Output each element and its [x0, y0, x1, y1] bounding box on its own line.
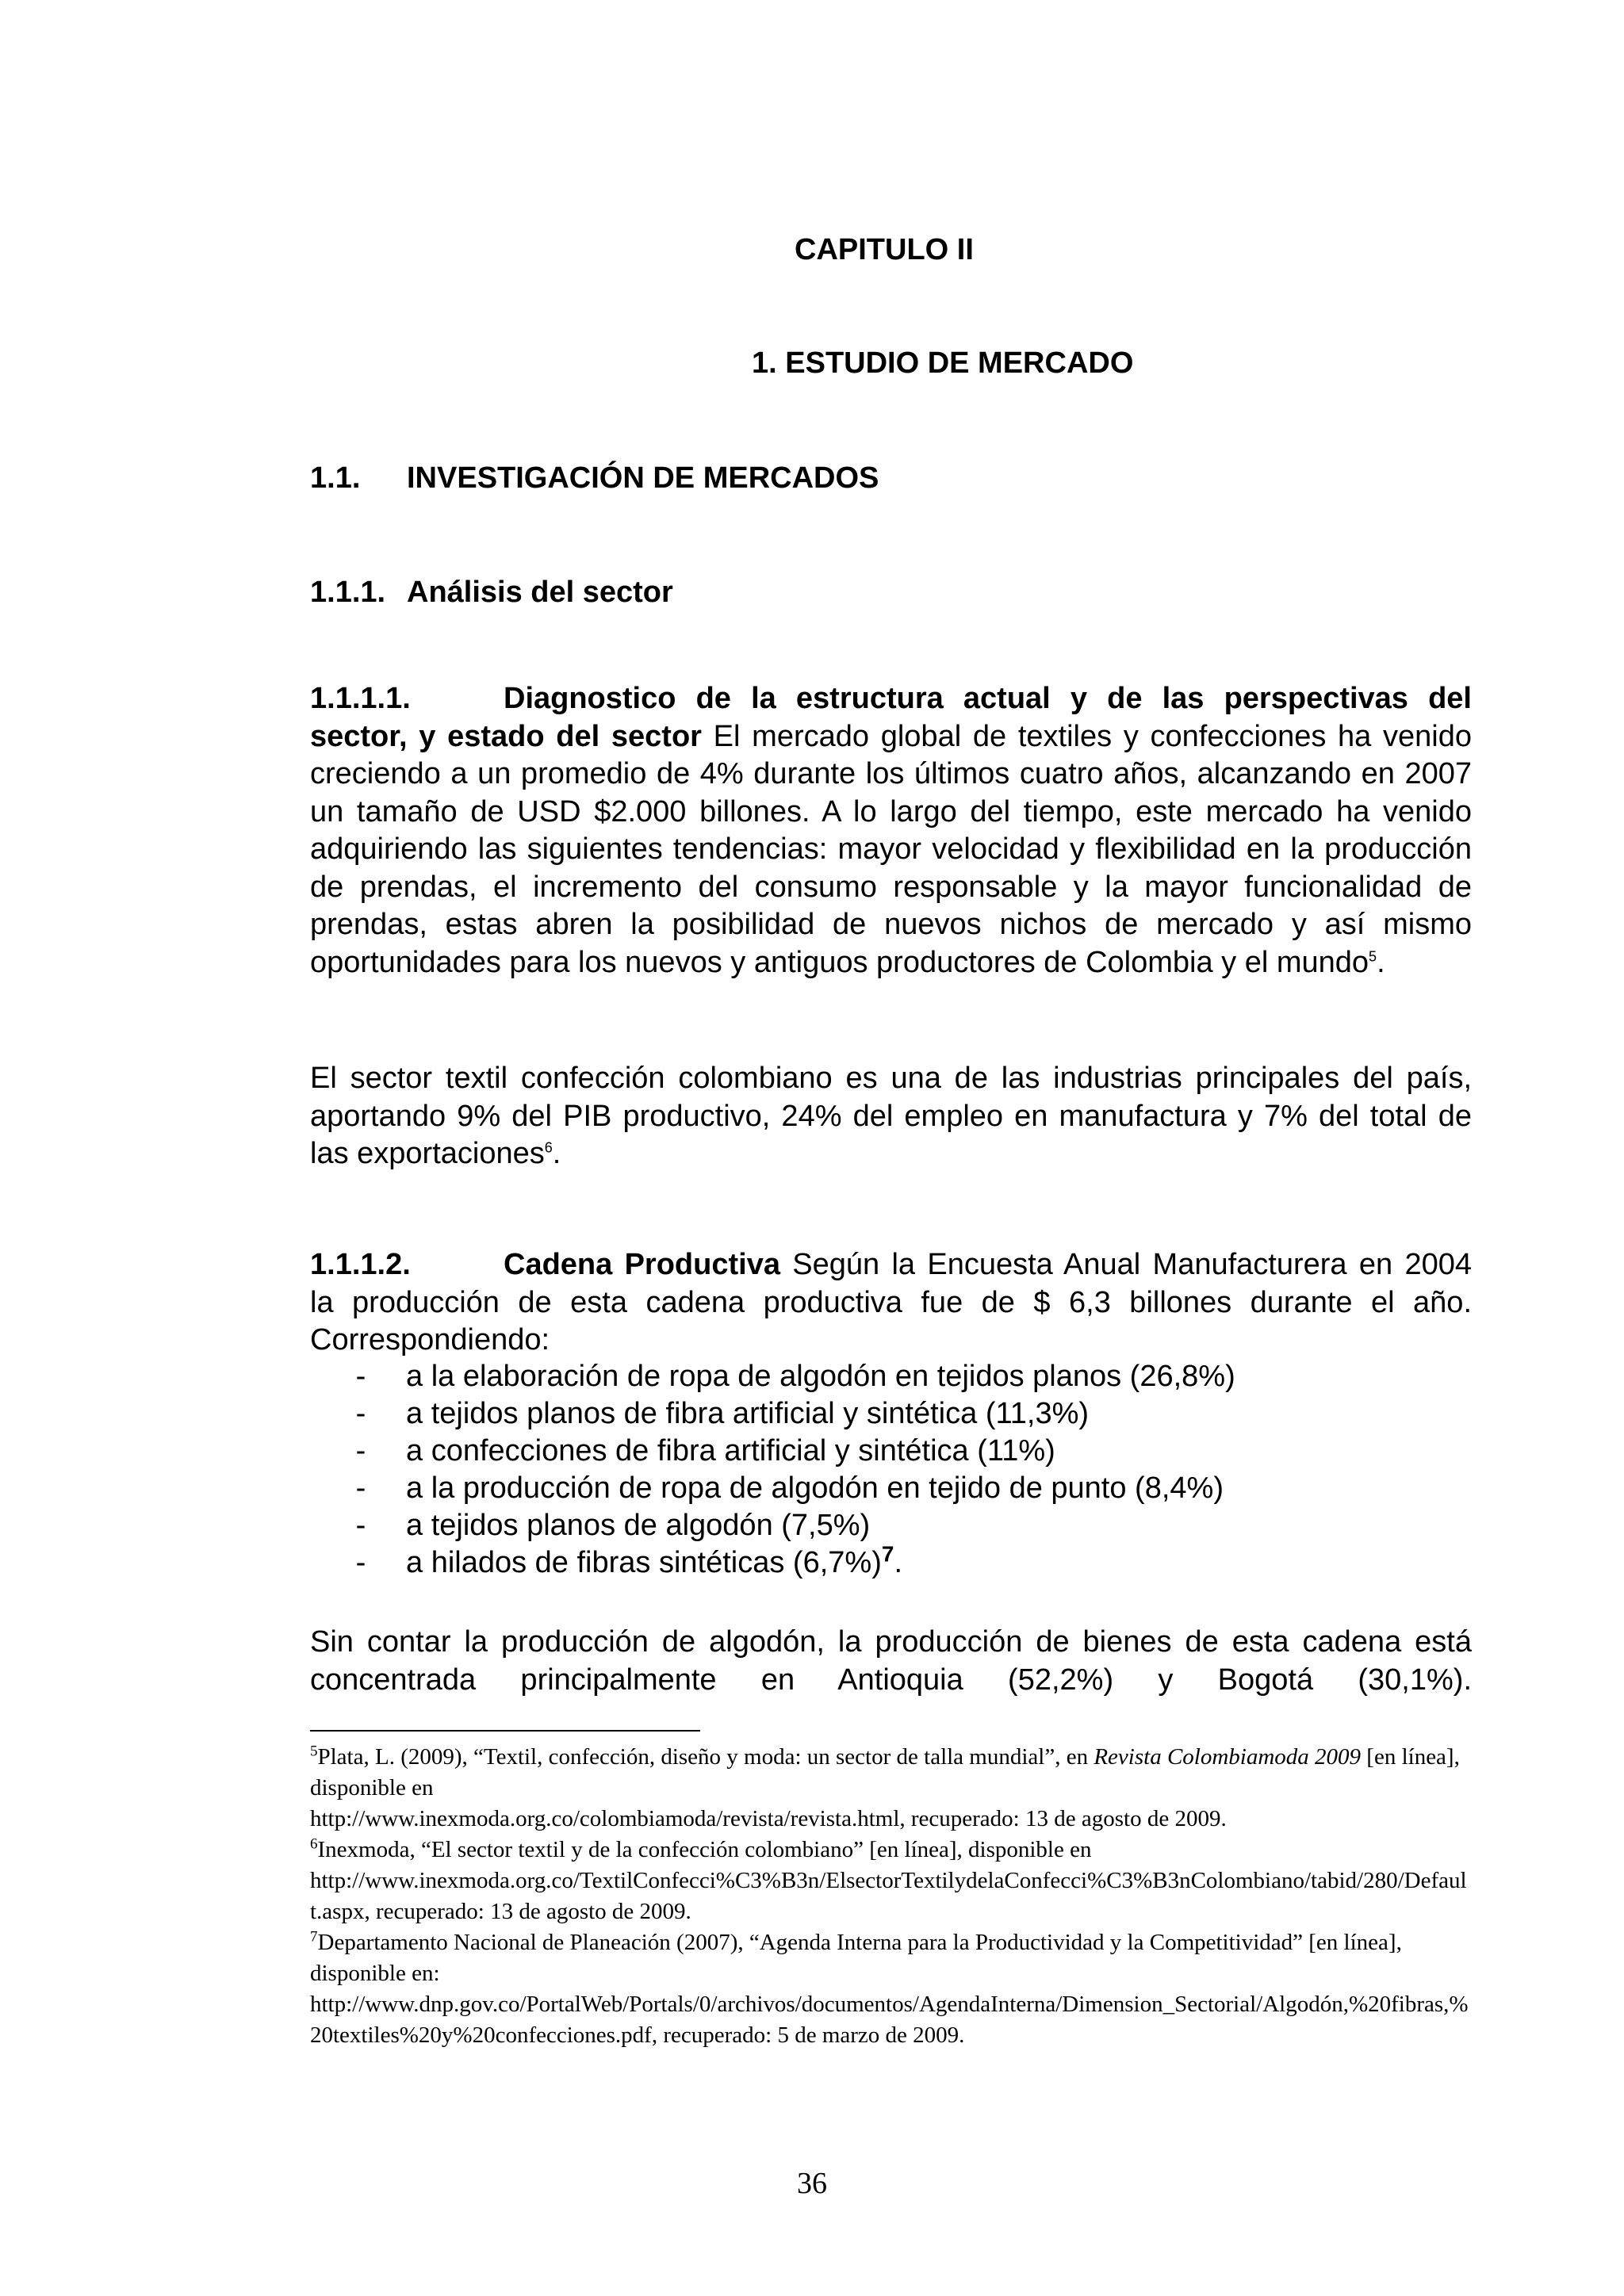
list-item [349, 1433, 1472, 1470]
footnote-ref-7: 7 [881, 1541, 894, 1567]
subsubsection-number: 1.1.1. [310, 576, 386, 609]
list-dash: - [355, 1509, 366, 1542]
list-item-text: a confecciones de fibra artificial y sintética (11%) [406, 1434, 1055, 1468]
footnote-7-url: http://www.dnp.gov.co/PortalWeb/Portals/0/archivos/documentos/AgendaInterna/Dimension_Sectorial/Algodón,%20fibras,%20textiles%20y%20confecciones.pdf, recuperado: 5 de marzo de 2009. [310, 1992, 1469, 2048]
paragraph-sector-textil [310, 1060, 1472, 1173]
subsection-heading [310, 460, 879, 496]
subsubsection-heading [310, 574, 673, 610]
paragraph-number: 1.1.1.2. [310, 1248, 411, 1281]
footnote-separator [310, 1730, 700, 1732]
footnote-mark: 5 [310, 1743, 318, 1760]
list-item-text: a tejidos planos de algodón (7,5%) [406, 1509, 871, 1542]
list-item-text: a la elaboración de ropa de algodón en tejidos planos (26,8%) [406, 1360, 1235, 1393]
list-item [349, 1395, 1472, 1433]
list-item-text: a hilados de fibras sintéticas (6,7%) [406, 1546, 882, 1579]
footnote-5-url: http://www.inexmoda.org.co/colombiamoda/revista/revista.html, recuperado: 13 de agosto de 2009. [310, 1806, 1227, 1831]
paragraph-number: 1.1.1.1. [310, 682, 411, 715]
production-list [349, 1358, 1472, 1582]
paragraph-heading: Diagnostico de la estructura actual y de las perspectivas del sector, y estado del sector [310, 682, 1472, 753]
footnote-ref-6: 6 [544, 1139, 553, 1156]
list-item-text: a la producción de ropa de algodón en tejido de punto (8,4%) [406, 1471, 1224, 1505]
list-item [349, 1507, 1472, 1544]
footnote-6-url: http://www.inexmoda.org.co/TextilConfecci%C3%B3n/ElsectorTextilydelaConfecci%C3%B3nColombiano/tabid/280/Default.aspx, recuperado: 13 de agosto de 2009. [310, 1868, 1467, 1924]
list-item-text: a tejidos planos de fibra artificial y sintética (11,3%) [406, 1397, 1090, 1430]
footnote-7 [310, 1927, 1472, 1989]
list-item [349, 1470, 1472, 1507]
subsection-title: INVESTIGACIÓN DE MERCADOS [407, 461, 879, 495]
footnote-mark: 6 [310, 1835, 318, 1853]
list-end: . [894, 1546, 902, 1579]
list-dash: - [355, 1434, 366, 1468]
list-item [349, 1358, 1472, 1395]
footnote-source-title: Revista Colombiamoda 2009 [1094, 1744, 1362, 1770]
list-dash: - [355, 1471, 366, 1505]
page-number: 36 [797, 2167, 827, 2200]
paragraph-end: . [552, 1137, 561, 1170]
footnote-5 [310, 1742, 1472, 1804]
list-item [349, 1541, 1472, 1582]
paragraph-end: . [1377, 945, 1385, 979]
paragraph-heading: Cadena Productiva [504, 1248, 780, 1281]
footnote-ref-5: 5 [1369, 947, 1377, 964]
chapter-title: CAPITULO II [795, 233, 974, 266]
footnote-6 [310, 1835, 1472, 1866]
footnote-mark: 7 [310, 1928, 318, 1946]
paragraph-text: El mercado global de textiles y confecciones ha venido creciendo a un promedio de 4% durante los últimos cuatro años, alcanzando en 2007 un tamaño de USD $2.000 billones. A lo largo del tiempo, este mercado ha venido adquiriendo las siguientes tendencias: mayor velocidad y flexibilidad en la producción de prendas, el incremento del consumo responsable y la mayor funcionalidad de prendas, estas abren la posibilidad de nuevos nichos de mercado y así mismo oportunidades para los nuevos y antiguos productores de Colombia y el mundo [310, 719, 1473, 979]
footnote-text: [en línea], disponible en [310, 1744, 1460, 1800]
list-dash: - [355, 1397, 366, 1430]
list-dash: - [355, 1360, 366, 1393]
paragraph-sin-contar: Sin contar la producción de algodón, la producción de bienes de esta cadena está concentrada principalmente en Antioquia (52,2%) y Bogotá (30,1%). [310, 1625, 1472, 1697]
footnotes [310, 1742, 1472, 2051]
paragraph-text: El sector textil confección colombiano es una de las industrias principales del país, aportando 9% del PIB productivo, 24% del empleo en manufactura y 7% del total de las exportaciones [310, 1062, 1472, 1170]
section-title: 1. ESTUDIO DE MERCADO [752, 346, 1134, 380]
paragraph-diagnostico [310, 680, 1472, 982]
paragraph-cadena-productiva [310, 1246, 1472, 1360]
paragraph-text: Según la Encuesta Anual Manufacturera en 2004 la producción de esta cadena productiva fue de $ 6,3 billones durante el año. Correspondiendo: [310, 1248, 1472, 1357]
subsubsection-title: Análisis del sector [407, 576, 673, 609]
subsection-number: 1.1. [310, 461, 361, 495]
list-dash: - [355, 1546, 366, 1579]
footnote-text: Departamento Nacional de Planeación (2007), “Agenda Interna para la Productividad y la Competitividad” [en línea], disponible en: [310, 1930, 1402, 1986]
footnote-text: Inexmoda, “El sector textil y de la confección colombiano” [en línea], disponible en [317, 1837, 1092, 1862]
footnote-text: Plata, L. (2009), “Textil, confección, diseño y moda: un sector de talla mundial”, en [317, 1744, 1094, 1770]
